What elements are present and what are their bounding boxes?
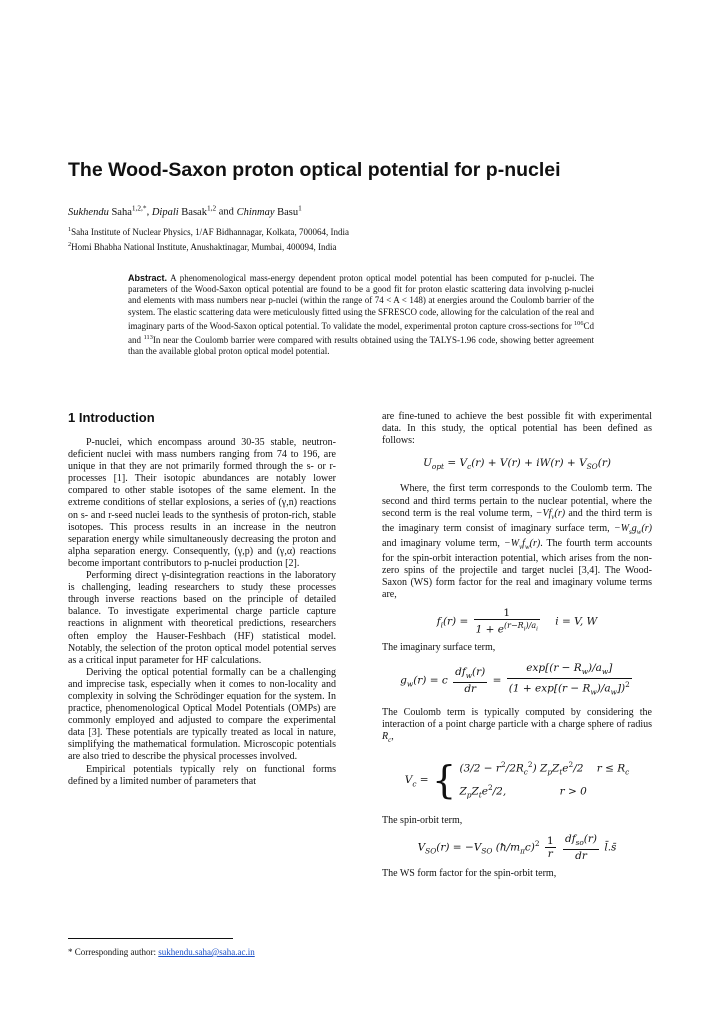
author-list: Sukhendu Saha$^{1,2,*}$, Dipali Basak$^{1,2}$ and Chinmay Basu$^1$	[68, 203, 302, 218]
author-2: Dipali Basak$^{1,2}$	[151, 203, 217, 218]
left-column	[68, 411, 336, 788]
affiliation-1: $^1$Saha Institute of Nuclear Physics, 1/AF Bidhannagar, Kolkata, 700064, India	[68, 226, 349, 237]
paragraph: The WS form factor for the spin-orbit term,	[382, 868, 557, 880]
author-1: Sukhendu Saha$^{1,2,*}$	[68, 203, 147, 218]
paragraph: The imaginary surface term,	[382, 642, 496, 654]
affiliation-2: $^2$Homi Bhabha National Institute, Anushaktinagar, Mumbai, 400094, India	[68, 240, 337, 252]
corresponding-author-email-link[interactable]: sukhendu.saha@saha.ac.in	[158, 947, 255, 957]
author-3: Chinmay Basu$^1$	[236, 203, 302, 218]
paragraph: Where, the first term corresponds to the Coulomb term. The second and third terms pertain to the nuclear potential, where the second term is the real volume term, $-Vf_v(r)$ and the third term is the imaginary term consist of imaginary surface term, $-W_sg_w(r)$ and imaginary volume term, $-W_vf_w(r)$. The fourth term accounts for the spin-orbit interaction potential, which arises from the non-zero spins of the projectile and target nuclei [3,4]. The Wood-Saxon (WS) form factor for the real and imaginary volume terms are,	[382, 483, 652, 601]
footnote: * Corresponding author: sukhendu.saha@saha.ac.in	[68, 947, 255, 957]
equation-optical-potential: $U_{opt} = V_c(r) + V(r) + iW(r) + V_{SO}(r)$	[423, 457, 611, 472]
abstract: Abstract. A phenomenological mass-energy dependent proton optical model potential has been computed for p-nuclei. The parameters of the Wood-Saxon optical potential are found to be a good fit for proton elastic scattering data involving p-nuclei and elements with mass numbers near p-nuclei (within the range of 74 < A < 148) at energies around the Coulomb barrier of the system. The elastic scattering data were meticulously fitted using the SFRESCO code, allowing for the calculation of the real and imaginary parts of the Wood-Saxon optical potential. To validate the model, experimental proton capture cross-sections for $^{106}$Cd and $^{113}$In near the Coulomb barrier were compared with results obtained using the TALYS-1.96 code, showing better agreement than the available global proton optical model potential.	[128, 273, 594, 357]
paragraph: P-nuclei, which encompass around 30-35 stable, neutron-deficient nuclei with mass numbers ranging from 74 to 196, are unique in that they are not primarily formed through the s- or r-processes [1]. Their isotopic abundances are notably lower compared to other stable isotopes of the same element. In the extreme conditions of stellar explosions, a series of (γ,n) reactions on s- and r-seed nuclei leads to the synthesis of proton-rich, stable isotopes. This process results in an increase in the neutron separation energy while simultaneously decreasing the proton and alpha separation energy. Consequently, (γ,p) and (γ,α) reactions become important contributors to p-nuclei production [2].	[68, 437, 336, 569]
abstract-label: Abstract.	[128, 273, 168, 283]
paper-title: The Wood-Saxon proton optical potential for p-nuclei	[68, 159, 561, 181]
equation-spin-orbit-term: $V_{SO}(r) = -V_{SO}$ $(ħ/m_\pi c)^2$ $\frac{1}{r}$ $\frac{df_{so}(r)}{dr}$ l̄.s̄	[417, 832, 617, 862]
paragraph: are fine-tuned to achieve the best possible fit with experimental data. In this study, the optical potential has been defined as follows:	[382, 411, 652, 447]
footnote-divider	[68, 938, 233, 939]
paragraph: Empirical potentials typically rely on functional forms defined by a limited number of parameters that	[68, 763, 336, 787]
affiliations	[68, 224, 349, 253]
right-column	[382, 411, 652, 880]
paragraph: The Coulomb term is typically computed by considering the interaction of a point charge particle with a charge sphere of radius $R_c$,	[382, 707, 652, 745]
equation-ws-form-factor: $f_i(r)$ = $\frac{1}{1 + e^{(r-R_i)/a_i}}$ i = V, W	[436, 607, 598, 636]
section-heading: 1 Introduction	[68, 410, 155, 425]
paragraph: Deriving the optical potential formally can be a challenging and imprecise task, especially when it comes to non-locality and complexity in solving the Schrödinger equation for the system. In practice, phenomenological Optical Model Potentials (OMPs) are commonly employed and adjusted to compare the experimental data [3]. These potentials are typically treated as local in nature, simplifying the mathematical formulation. Microscopic potentials are also tried to describe the physical processes involved.	[68, 666, 336, 763]
equation-surface-term: $g_w(r) = c$ $\frac{df_w(r)}{dr}$ = $\frac{\exp[(r - R_w)/a_w]}{(1 + \exp[(r - R_w)/a_w])^2}$	[400, 662, 630, 697]
equation-coulomb-term: $V_c$ = { $(3/2 - r^2/2R_c^2)$ $Z_pZ_te^2/2$ $r \le R_c$ $Z_pZ_te^2/2$, r > 0	[404, 758, 630, 803]
paragraph: Performing direct γ-disintegration reactions in the laboratory is challenging, leading researchers to study these processes through inverse reactions based on the principle of detailed balance. To investigate experimental charge particle capture reactions in alignment with theoretical predictions, researchers often employ the Hauser-Feshbach (HF) statistical model. Notably, the selection of the proton optical model potential serves as a critical input parameter for HF calculations.	[68, 570, 336, 666]
paragraph: The spin-orbit term,	[382, 814, 463, 826]
